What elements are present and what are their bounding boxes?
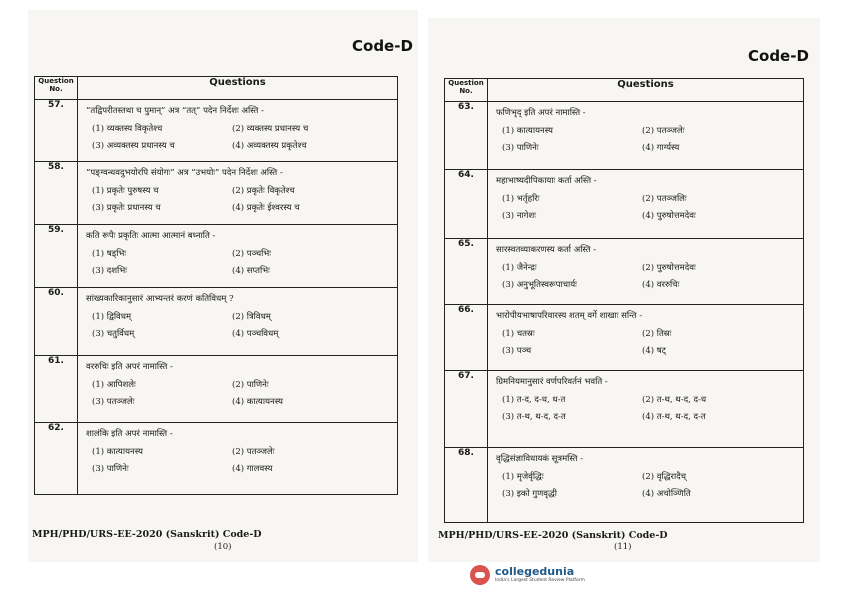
question-number: 60. xyxy=(35,288,78,356)
mascot-icon xyxy=(470,565,490,585)
question-row xyxy=(445,305,804,371)
option-2: (2) पञ्चभिः xyxy=(232,249,272,259)
option-1: (1) भर्तृहरिः xyxy=(502,194,540,204)
question-number: 59. xyxy=(35,225,78,288)
question-number: 65. xyxy=(445,239,488,305)
question-number: 67. xyxy=(445,371,488,448)
option-1: (1) चतस्रः xyxy=(502,329,535,339)
option-4: (4) अचोञ्णिति xyxy=(642,489,691,499)
option-3: (3) अव्यक्तस्य प्रधानस्य च xyxy=(92,141,175,151)
option-2: (2) पुरुषोत्तमदेवः xyxy=(642,263,696,273)
option-4: (4) गालवस्य xyxy=(232,464,273,474)
option-4: (4) पञ्चविधम् xyxy=(232,329,279,339)
option-4: (4) गार्ग्यस्य xyxy=(642,143,680,153)
question-row xyxy=(35,225,398,288)
option-4: (4) सप्तभिः xyxy=(232,266,270,276)
option-3: (3) चतुर्विधम् xyxy=(92,329,135,339)
option-1: (1) व्यक्तस्य विकृतेश्च xyxy=(92,124,163,134)
right-page xyxy=(428,18,820,562)
question-row xyxy=(445,170,804,239)
option-3: (3) नागेशः xyxy=(502,211,536,221)
option-3: (3) प्रकृतेः प्रधानस्य च xyxy=(92,203,161,213)
option-3: (3) पाणिनेः xyxy=(502,143,539,153)
question-stem: महाभाष्यदीपिकायाः कर्ता अस्ति - xyxy=(496,176,597,186)
option-2: (2) पाणिनेः xyxy=(232,380,269,390)
option-2: (2) वृद्धिरादैच् xyxy=(642,472,687,482)
option-3: (3) पतञ्जलेः xyxy=(92,397,135,407)
option-1: (1) जैनेन्द्रः xyxy=(502,263,537,273)
question-stem: सारस्वतव्याकरणस्य कर्ता अस्ति - xyxy=(496,245,597,255)
option-1: (1) कात्यायनस्य xyxy=(92,447,143,457)
option-1: (1) त-द, द-ध, ध-त xyxy=(502,395,566,405)
question-table xyxy=(444,78,804,523)
option-4: (4) त-थ, थ-द, द-त xyxy=(642,412,706,422)
question-stem: वररुचिः इति अपरं नामास्ति - xyxy=(86,362,173,372)
option-3: (3) त-थ, थ-द, द-त xyxy=(502,412,566,422)
option-1: (1) षड्भिः xyxy=(92,249,127,259)
question-table xyxy=(34,76,398,495)
question-stem: भारोपीयभाषापरिवारस्य शतम् वर्गे शाखाः सन्ति - xyxy=(496,311,643,321)
question-row xyxy=(445,371,804,448)
question-number: 58. xyxy=(35,162,78,225)
question-number: 63. xyxy=(445,102,488,170)
option-4: (4) प्रकृतेः ईश्वरस्य च xyxy=(232,203,300,213)
question-stem: “तद्विपरीतस्तथा च पुमान्” अत्र “तत्” पदेन निर्देशः अस्ति - xyxy=(86,106,264,116)
option-1: (1) द्विविधम् xyxy=(92,312,132,322)
questions-header: Questions xyxy=(488,79,804,102)
question-number: 68. xyxy=(445,448,488,523)
question-stem: सांख्यकारिकानुसारं आभ्यन्तरं करणं कतिविधम् ? xyxy=(86,294,234,304)
question-row xyxy=(35,288,398,356)
option-1: (1) आपिशलेः xyxy=(92,380,136,390)
watermark-tagline: India's Largest Student Review Platform xyxy=(495,578,585,583)
question-number: 57. xyxy=(35,100,78,162)
question-stem: फणिभृद् इति अपरं नामास्ति - xyxy=(496,108,586,118)
option-2: (2) व्यक्तस्य प्रधानस्य च xyxy=(232,124,309,134)
option-2: (2) प्रकृतेः विकृतेश्च xyxy=(232,186,295,196)
question-number: 62. xyxy=(35,423,78,495)
watermark-name: collegedunia xyxy=(495,565,575,578)
option-3: (3) अनुभूतिस्वरूपाचार्यः xyxy=(502,280,577,290)
option-4: (4) षट् xyxy=(642,346,666,356)
question-row xyxy=(445,102,804,170)
option-4: (4) वररुचिः xyxy=(642,280,680,290)
option-2: (2) पतञ्जलेः xyxy=(642,126,685,136)
question-number: 61. xyxy=(35,356,78,423)
option-3: (3) दशभिः xyxy=(92,266,127,276)
question-row xyxy=(35,423,398,495)
footer-code: MPH/PHD/URS-EE-2020 (Sanskrit) Code-D xyxy=(438,530,668,541)
page-number: (11) xyxy=(614,542,632,552)
option-4: (4) अव्यक्तस्य प्रकृतेश्च xyxy=(232,141,307,151)
collegedunia-watermark xyxy=(470,562,585,588)
option-3: (3) इको गुणवृद्धी xyxy=(502,489,557,499)
question-stem: “पङ्ग्वन्धवदुभयोरपि संयोगः” अत्र “उभयोः” पदेन निर्देशः अस्ति - xyxy=(86,168,283,178)
option-3: (3) पाणिनेः xyxy=(92,464,129,474)
question-number: 64. xyxy=(445,170,488,239)
questions-header: Questions xyxy=(78,77,398,100)
option-1: (1) प्रकृतेः पुरुषस्य च xyxy=(92,186,159,196)
option-2: (2) त-थ, थ-द, द-ध xyxy=(642,395,707,405)
option-4: (4) पुरुषोत्तमदेवः xyxy=(642,211,696,221)
option-2: (2) पतञ्जलिः xyxy=(642,194,687,204)
question-stem: वृद्धिसंज्ञाविधायकं सूत्रमस्ति - xyxy=(496,454,584,464)
question-row xyxy=(35,100,398,162)
code-label: Code-D xyxy=(748,47,809,65)
option-2: (2) पतञ्जलेः xyxy=(232,447,275,457)
left-page xyxy=(28,10,418,562)
page-number: (10) xyxy=(214,542,232,552)
question-stem: शालंकि इति अपरं नामास्ति - xyxy=(86,429,173,439)
question-row xyxy=(445,448,804,523)
option-2: (2) तिस्रः xyxy=(642,329,672,339)
question-no-header: Question No. xyxy=(35,77,78,100)
question-row xyxy=(445,239,804,305)
question-row xyxy=(35,356,398,423)
footer-code: MPH/PHD/URS-EE-2020 (Sanskrit) Code-D xyxy=(32,529,262,540)
option-3: (3) पञ्च xyxy=(502,346,532,356)
code-label: Code-D xyxy=(352,37,413,55)
option-1: (1) कात्यायनस्य xyxy=(502,126,553,136)
question-number: 66. xyxy=(445,305,488,371)
option-2: (2) त्रिविधम् xyxy=(232,312,271,322)
question-stem: ग्रिमनियमानुसारं वर्णपरिवर्तनं भवति - xyxy=(496,377,608,387)
question-no-header: Question No. xyxy=(445,79,488,102)
option-4: (4) कात्यायनस्य xyxy=(232,397,283,407)
question-stem: कति रूपैः प्रकृतिः आत्मा आत्मानं बध्नाति - xyxy=(86,231,216,241)
option-1: (1) मृजेर्वृद्धिः xyxy=(502,472,544,482)
question-row xyxy=(35,162,398,225)
